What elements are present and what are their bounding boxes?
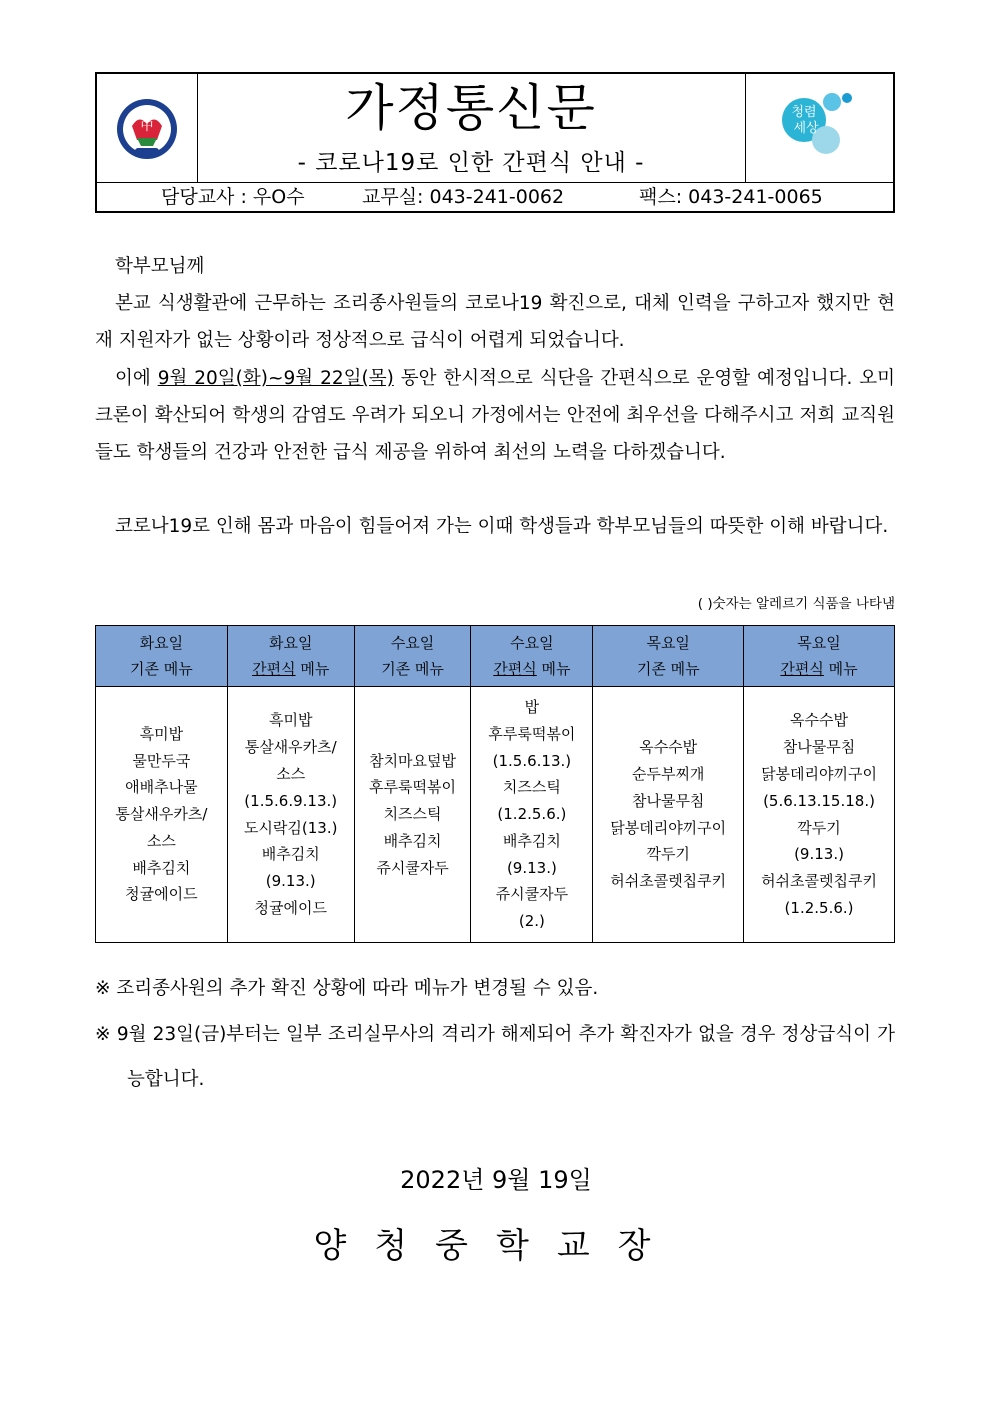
menu-item: 배추김치 bbox=[132, 858, 191, 877]
menu-item: 청귤에이드 bbox=[125, 885, 198, 904]
menu-item: (9.13.) bbox=[265, 872, 316, 891]
menu-item: 도시락김(13.) bbox=[243, 818, 338, 837]
menu-item: 참나물무침 bbox=[782, 738, 856, 757]
menu-header-0 bbox=[96, 626, 228, 687]
menu-item: 깍두기 bbox=[797, 818, 841, 837]
menu-header-type: 간편식 메뉴 bbox=[252, 660, 330, 678]
menu-cell-3 bbox=[471, 687, 593, 943]
title-area bbox=[197, 74, 745, 182]
menu-header-day: 목요일 bbox=[646, 634, 690, 652]
menu-item: 밥 bbox=[524, 697, 540, 716]
menu-item: 애배추나물 bbox=[125, 778, 198, 797]
menu-header-day: 목요일 bbox=[797, 634, 841, 652]
menu-item: (9.13.) bbox=[506, 858, 557, 877]
allergy-note: ( )숫자는 알레르기 식품을 나타냄 bbox=[697, 596, 895, 612]
menu-header-type: 간편식 메뉴 bbox=[780, 660, 858, 678]
menu-cell-0 bbox=[96, 687, 228, 943]
fax-number: 팩스: 043-241-0065 bbox=[639, 186, 823, 208]
menu-table bbox=[95, 625, 895, 943]
contact-bar bbox=[97, 182, 893, 213]
menu-cell-2 bbox=[354, 687, 471, 943]
svg-text:中: 中 bbox=[140, 119, 154, 134]
menu-item: 닭봉데리야끼구이 bbox=[610, 818, 727, 837]
menu-item: 닭봉데리야끼구이 bbox=[761, 764, 877, 783]
campaign-logo bbox=[745, 74, 894, 182]
date-range: 9월 20일(화)~9월 22일(목) bbox=[157, 368, 394, 389]
footnote-1: ※ 조리종사원의 추가 확진 상황에 따라 메뉴가 변경될 수 있음. bbox=[95, 978, 599, 999]
menu-header-1 bbox=[227, 626, 354, 687]
menu-item: 참치마요덮밥 bbox=[369, 751, 457, 770]
menu-header-3 bbox=[471, 626, 593, 687]
principal-signature: 양청중학교장 bbox=[313, 1226, 679, 1266]
greeting: 학부모님께 bbox=[115, 256, 205, 277]
menu-header-5 bbox=[744, 626, 895, 687]
menu-item: 쥬시쿨자두 bbox=[376, 858, 449, 877]
menu-item: 허쉬초콜렛칩쿠키 bbox=[761, 872, 877, 891]
office-phone: 교무실: 043-241-0062 bbox=[362, 186, 565, 208]
teacher-info: 담당교사 : 우O수 bbox=[161, 186, 305, 208]
menu-header-type: 간편식 메뉴 bbox=[493, 660, 571, 678]
menu-item: 후루룩떡볶이 bbox=[369, 778, 457, 797]
menu-item: (1.5.6.13.) bbox=[492, 751, 572, 770]
menu-header-day: 수요일 bbox=[390, 634, 435, 652]
menu-item: 치즈스틱 bbox=[502, 778, 561, 797]
menu-header-day: 화요일 bbox=[268, 634, 313, 652]
menu-header-type: 기존 메뉴 bbox=[636, 660, 700, 678]
menu-item: 배추김치 bbox=[383, 831, 442, 850]
menu-item: 통살새우카츠/ bbox=[244, 738, 337, 757]
menu-item: 흑미밥 bbox=[139, 724, 184, 743]
menu-item: (2.) bbox=[518, 912, 545, 931]
menu-item: 청귤에이드 bbox=[254, 898, 327, 917]
menu-cell-4 bbox=[593, 687, 744, 943]
menu-item: 소스 bbox=[276, 764, 306, 783]
menu-item: 옥수수밥 bbox=[790, 711, 848, 730]
header-top bbox=[97, 74, 893, 183]
menu-header-2 bbox=[354, 626, 471, 687]
school-logo bbox=[97, 74, 198, 182]
paragraph-1: 본교 식생활관에 근무하는 조리종사원들의 코로나19 확진으로, 대체 인력을 구하고자 했지만 현재 지원자가 없는 상황이라 정상적으로 급식이 어렵게 되었습니다. bbox=[95, 293, 895, 351]
menu-header-4 bbox=[593, 626, 744, 687]
menu-item: (5.6.13.15.18.) bbox=[763, 791, 875, 810]
menu-item: (1.2.5.6.) bbox=[784, 898, 854, 917]
menu-header-type: 기존 메뉴 bbox=[130, 660, 193, 678]
menu-item: 참나물무침 bbox=[631, 791, 705, 810]
footnote-2: ※ 9월 23일(금)부터는 일부 조리실무사의 격리가 해제되어 추가 확진자가 없을 경우 정상급식이 가능합니다. bbox=[95, 1024, 895, 1090]
menu-item: 옥수수밥 bbox=[639, 738, 698, 757]
menu-item: 쥬시쿨자두 bbox=[495, 885, 569, 904]
page-subtitle: - 코로나19로 인한 간편식 안내 - bbox=[297, 150, 645, 176]
menu-item: 통살새우카츠/ bbox=[115, 805, 208, 824]
header-box bbox=[95, 72, 895, 213]
menu-item: (9.13.) bbox=[794, 845, 844, 864]
menu-cell-5 bbox=[744, 687, 895, 943]
menu-item: 물만두국 bbox=[132, 751, 191, 770]
menu-cell-1 bbox=[227, 687, 354, 943]
menu-item: 흑미밥 bbox=[268, 711, 313, 730]
menu-item: 소스 bbox=[146, 831, 176, 850]
issue-date: 2022년 9월 19일 bbox=[400, 1166, 592, 1194]
menu-header-day: 화요일 bbox=[139, 634, 184, 652]
paragraph-2: 이에 9월 20일(화)~9월 22일(목) 동안 한시적으로 식단을 간편식으로 운영할 예정입니다. 오미크론이 확산되어 학생의 감염도 우려가 되오니 가정에서는 안전에 최우선을 다해주시고 저희 교직원들도 학생들의 건강과 안전한 급식 제공을 위하여 최선의 노력을 다하겠습니다. bbox=[95, 368, 895, 463]
menu-item: 치즈스틱 bbox=[383, 805, 442, 824]
menu-item: (1.5.6.9.13.) bbox=[244, 791, 338, 810]
paragraph-3: 코로나19로 인해 몸과 마음이 힘들어져 가는 이때 학생들과 학부모님들의 따뜻한 이해 바랍니다. bbox=[115, 516, 889, 537]
menu-item: 배추김치 bbox=[502, 831, 561, 850]
menu-item: (1.2.5.6.) bbox=[497, 805, 567, 824]
menu-item: 배추김치 bbox=[261, 845, 320, 864]
menu-item: 허쉬초콜렛칩쿠키 bbox=[610, 872, 727, 891]
menu-item: 깍두기 bbox=[646, 845, 690, 864]
menu-item: 순두부찌개 bbox=[631, 764, 705, 783]
menu-header-day: 수요일 bbox=[510, 634, 554, 652]
svg-text:청렴: 청렴 bbox=[791, 105, 817, 120]
menu-item: 후루룩떡볶이 bbox=[488, 724, 576, 743]
page-title: 가정통신문 bbox=[345, 79, 597, 137]
menu-header-type: 기존 메뉴 bbox=[381, 660, 444, 678]
svg-text:세상: 세상 bbox=[793, 121, 819, 136]
